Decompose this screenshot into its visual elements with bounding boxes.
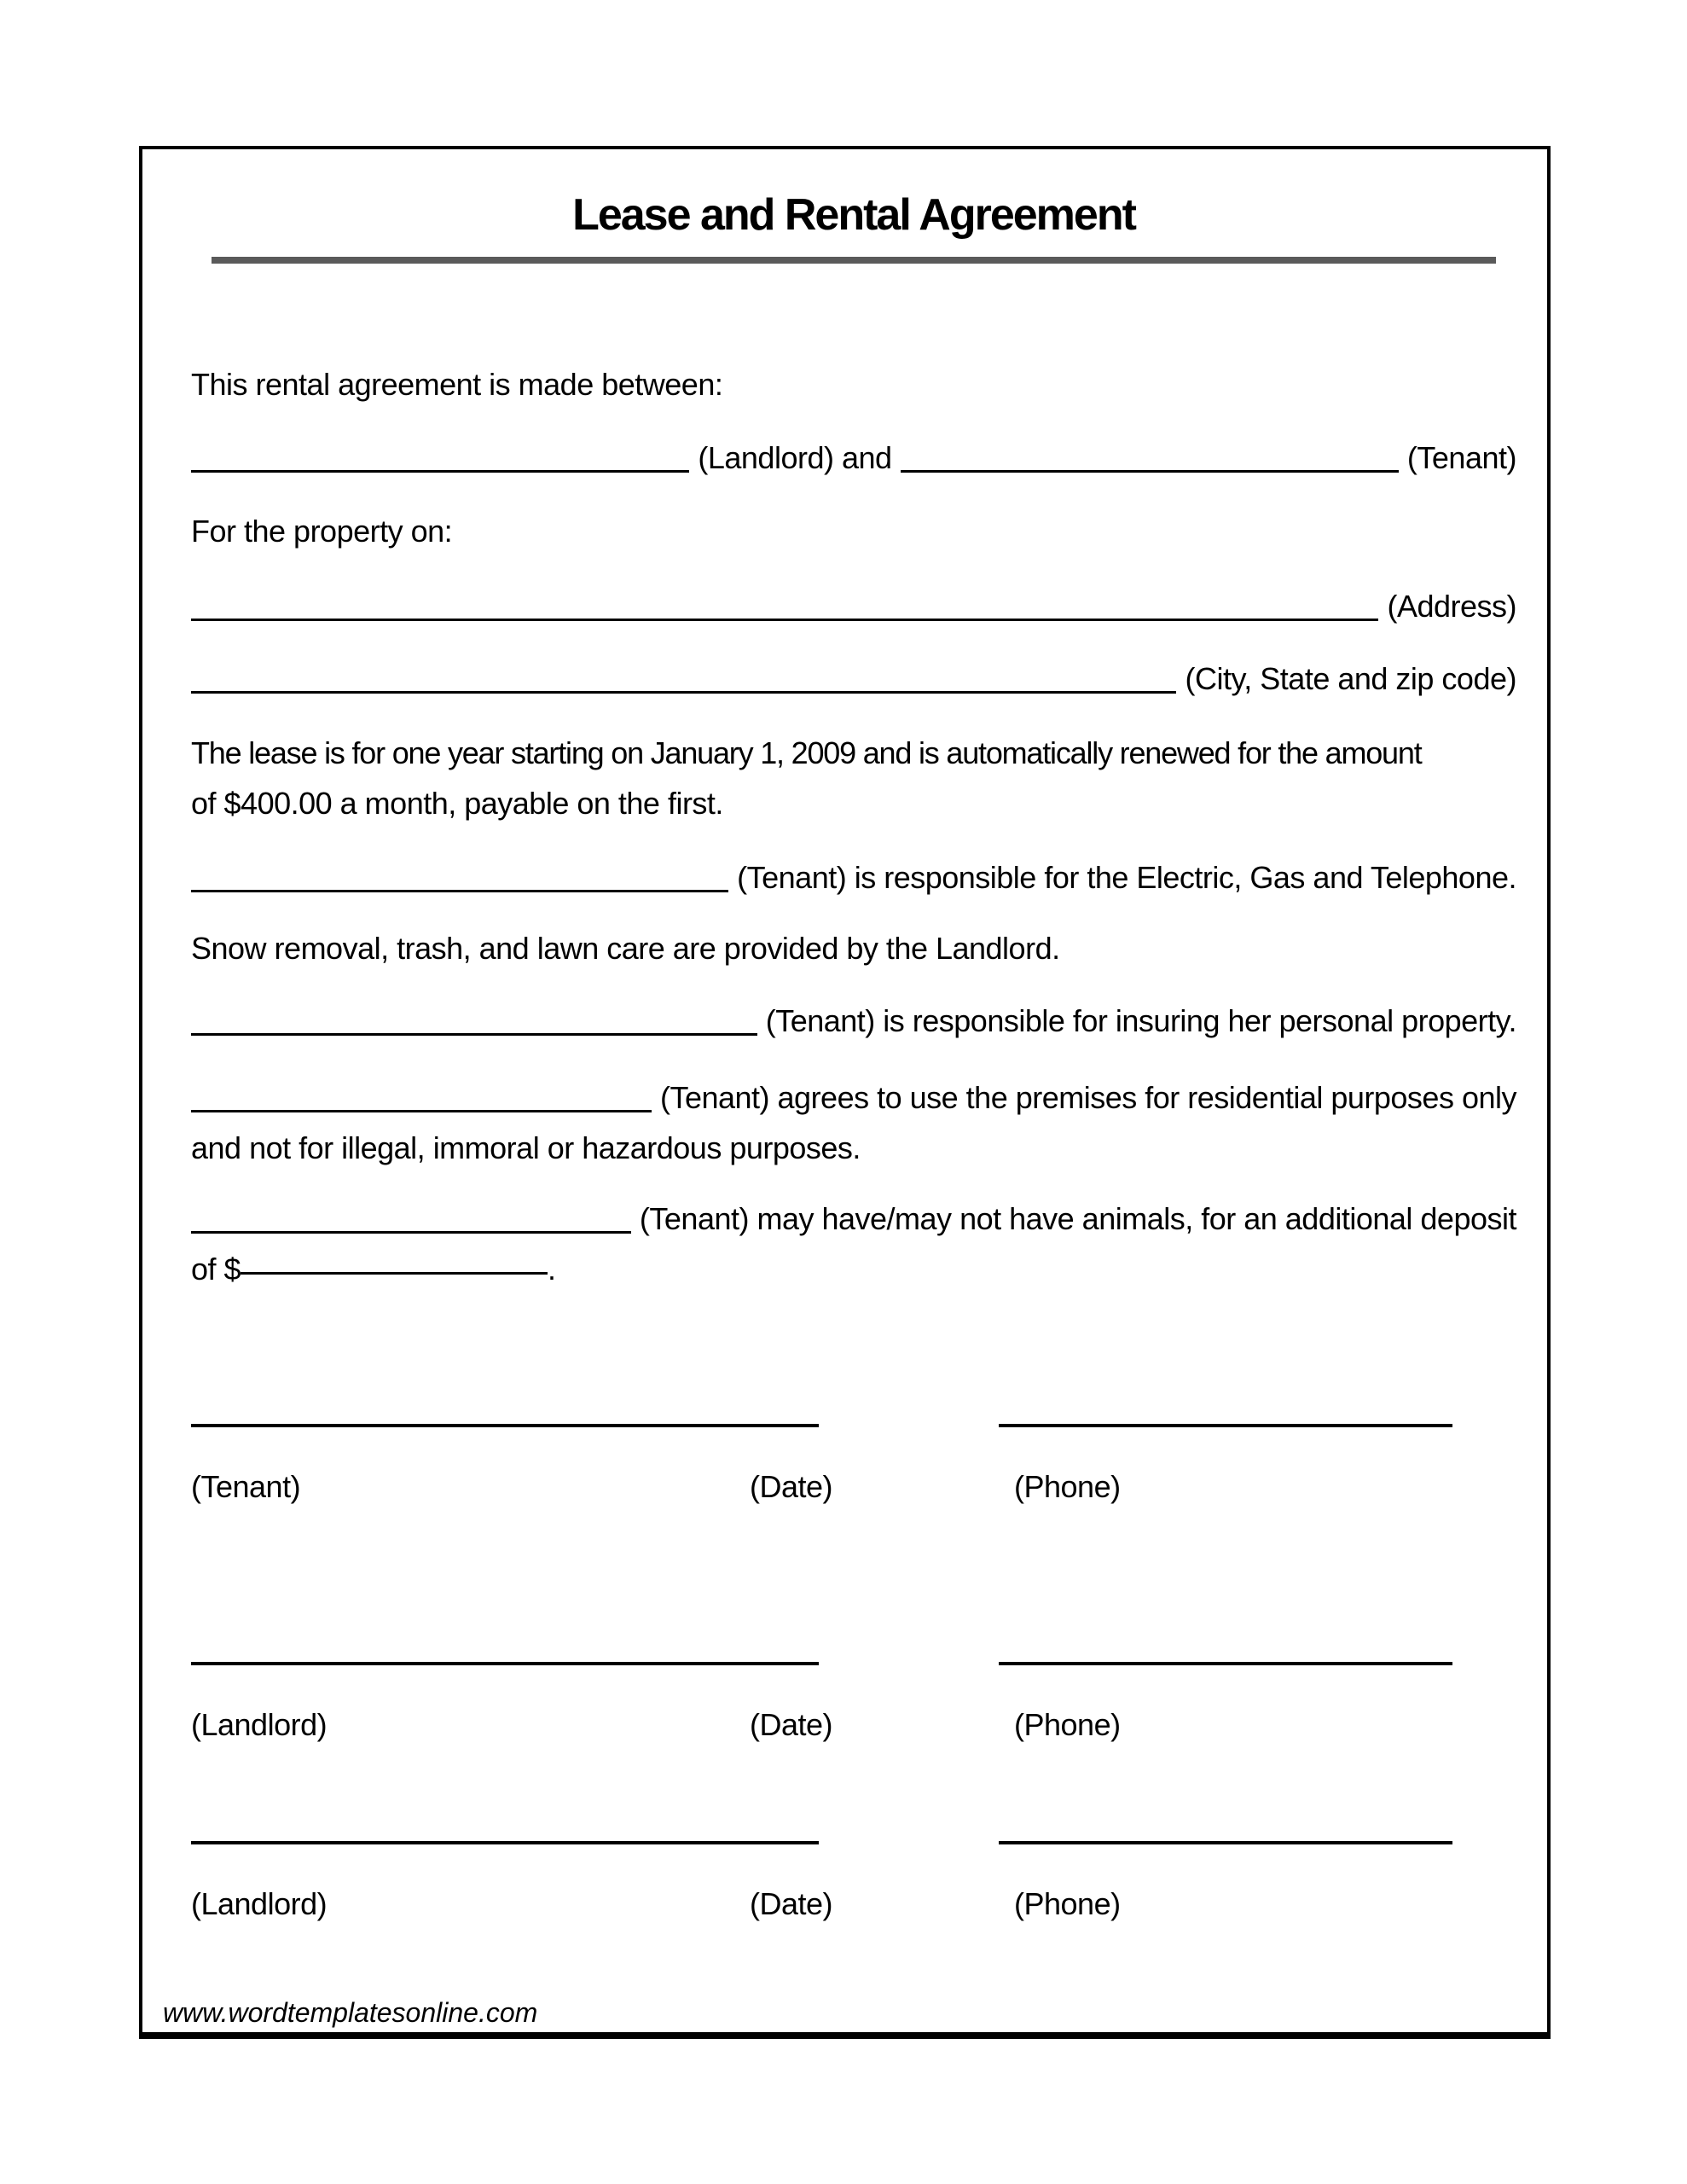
tenant-name-blank[interactable] [901, 470, 1399, 473]
utilities-text: (Tenant) is responsible for the Electric, Gas and Telephone. [737, 860, 1516, 895]
premises-use-line1 [191, 1072, 1516, 1123]
landlord-phone-line[interactable] [999, 1662, 1452, 1665]
date-label: (Date) [750, 1469, 833, 1504]
intro-text: This rental agreement is made between: [191, 367, 723, 402]
city-state-zip-blank[interactable] [191, 691, 1176, 694]
tenant-signature-line[interactable] [191, 1424, 819, 1427]
property-heading: For the property on: [191, 514, 453, 549]
signature-labels-row-2 [191, 1699, 1516, 1750]
signer-role-label: (Landlord) [191, 1707, 328, 1742]
landlord-services-text: Snow removal, trash, and lawn care are provided by the Landlord. [191, 931, 1060, 966]
signature-lines-row-1 [191, 1424, 1516, 1427]
signature-line-spacer [819, 1841, 999, 1844]
utilities-tenant-blank[interactable] [191, 890, 728, 892]
tenant-label: (Tenant) [1406, 440, 1516, 475]
page-title: Lease and Rental Agreement [572, 190, 1135, 240]
premises-use-text: (Tenant) agrees to use the premises for residential purposes only [659, 1080, 1516, 1115]
address-label: (Address) [1387, 589, 1516, 624]
date-label: (Date) [750, 1886, 833, 1921]
city-state-zip-line [191, 653, 1516, 704]
page-content [142, 149, 1547, 2032]
phone-label: (Phone) [1014, 1707, 1121, 1742]
phone-label: (Phone) [1014, 1886, 1121, 1921]
city-state-zip-label: (City, State and zip code) [1185, 661, 1516, 696]
signature-lines-row-3 [191, 1841, 1516, 1844]
address-line [191, 581, 1516, 631]
signature-line-spacer [819, 1662, 999, 1665]
landlord-label: (Landlord) and [698, 440, 892, 475]
lease-term-line1: The lease is for one year starting on January 1, 2009 and is automatically renewed for the amount [191, 735, 1422, 770]
tenant-phone-line[interactable] [999, 1424, 1452, 1427]
lease-term-line2: of $400.00 a month, payable on the first. [191, 786, 723, 821]
document-page [139, 146, 1551, 2039]
animals-tenant-blank[interactable] [191, 1231, 631, 1234]
utilities-line [191, 852, 1516, 903]
address-blank[interactable] [191, 619, 1378, 621]
landlord-signature-line[interactable] [191, 1662, 819, 1665]
insurance-text: (Tenant) is responsible for insuring her personal property. [765, 1003, 1516, 1038]
signer-role-label: (Landlord) [191, 1886, 328, 1921]
title-divider [212, 257, 1496, 264]
parties-line [191, 433, 1516, 483]
animals-text: (Tenant) may have/may not have animals, for an additional deposit [639, 1201, 1516, 1236]
landlord-signature-line[interactable] [191, 1841, 819, 1844]
signature-labels-row-3 [191, 1879, 1516, 1929]
signer-role-label: (Tenant) [191, 1469, 301, 1504]
insurance-tenant-blank[interactable] [191, 1033, 757, 1036]
landlord-phone-line[interactable] [999, 1841, 1452, 1844]
animals-line2 [191, 1244, 1516, 1294]
animal-deposit-prefix: of $ [191, 1252, 241, 1287]
landlord-name-blank[interactable] [191, 470, 689, 473]
date-label: (Date) [750, 1707, 833, 1742]
footer-url: www.wordtemplatesonline.com [163, 1997, 538, 2028]
signature-lines-row-2 [191, 1662, 1516, 1665]
phone-label: (Phone) [1014, 1469, 1121, 1504]
animals-line1 [191, 1194, 1516, 1244]
signature-line-spacer [819, 1424, 999, 1427]
animal-deposit-period: . [548, 1252, 556, 1287]
premises-tenant-blank[interactable] [191, 1110, 652, 1112]
animal-deposit-blank[interactable] [241, 1272, 548, 1275]
insurance-line [191, 996, 1516, 1046]
signature-labels-row-1 [191, 1461, 1516, 1512]
premises-use-line2: and not for illegal, immoral or hazardous purposes. [191, 1130, 861, 1165]
